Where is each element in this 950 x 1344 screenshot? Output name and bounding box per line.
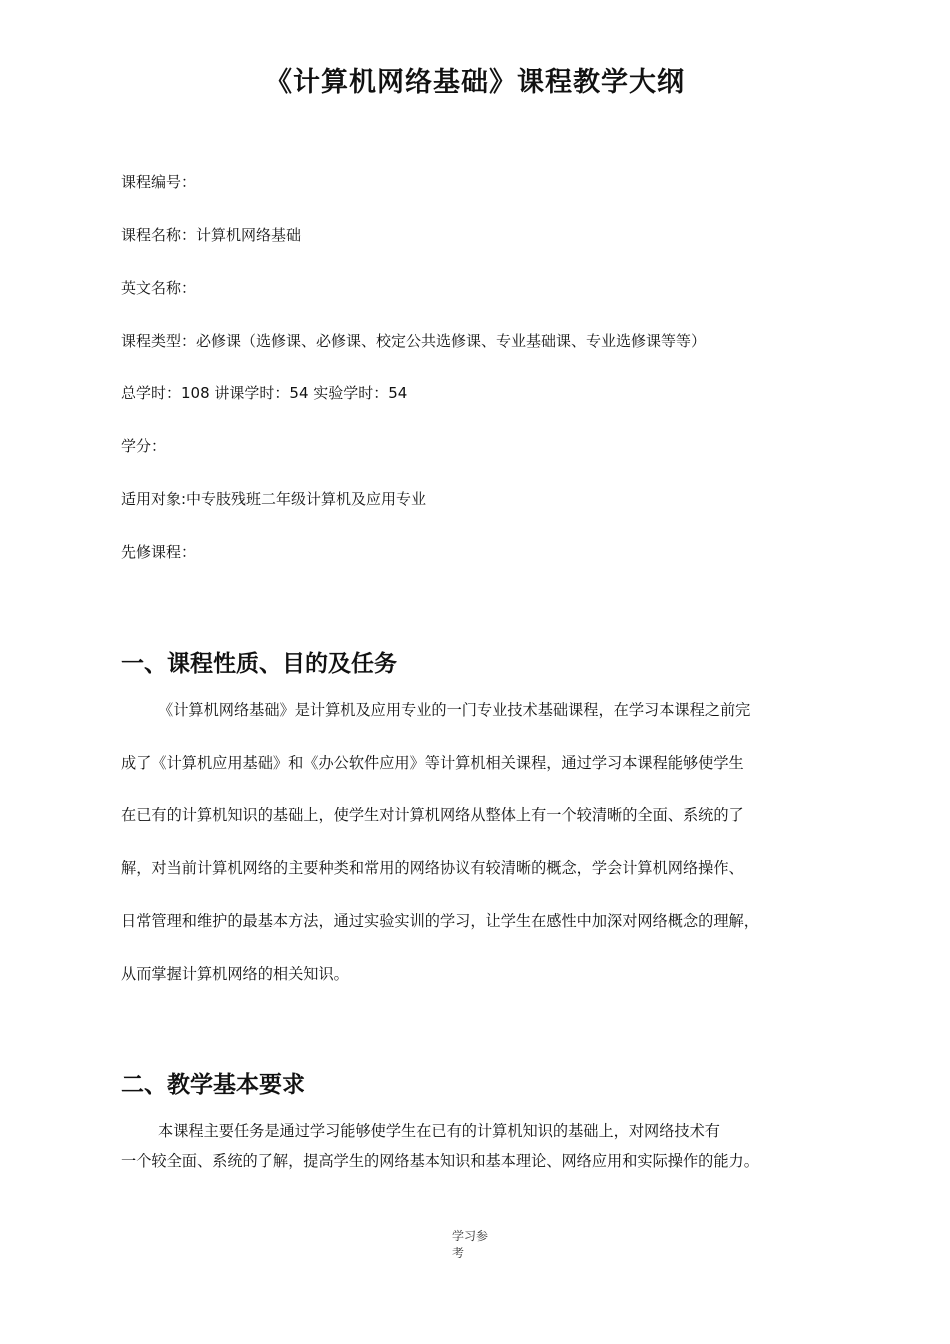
meta-course-name: 课程名称：计算机网络基础 — [121, 226, 302, 244]
section1-line: 成了《计算机应用基础》和《办公软件应用》等计算机相关课程，通过学习本课程能够使学生 — [121, 754, 744, 772]
meta-course-code: 课程编号： — [121, 173, 197, 191]
section1-line: 《计算机网络基础》是计算机及应用专业的一门专业技术基础课程，在学习本课程之前完 — [158, 701, 751, 719]
meta-target-audience: 适用对象:中专肢残班二年级计算机及应用专业 — [121, 490, 427, 508]
section1-line: 从而掌握计算机网络的相关知识。 — [121, 965, 349, 983]
meta-english-name: 英文名称： — [121, 279, 197, 297]
section2-line: 一个较全面、系统的了解，提高学生的网络基本知识和基本理论、网络应用和实际操作的能力。 — [121, 1152, 759, 1170]
section2-heading: 二、教学基本要求 — [121, 1072, 305, 1098]
meta-prerequisites: 先修课程： — [121, 543, 197, 561]
footer-line: 考 — [452, 1246, 465, 1260]
section1-heading: 一、课程性质、目的及任务 — [121, 651, 397, 677]
meta-total-hours: 总学时：108 讲课学时：54 实验学时：54 — [121, 384, 408, 402]
meta-credits: 学分： — [121, 437, 167, 455]
page-footer — [452, 1228, 502, 1262]
meta-course-type: 课程类型：必修课（选修课、必修课、校定公共选修课、专业基础课、专业选修课等等） — [121, 332, 707, 350]
section1-line: 解，对当前计算机网络的主要种类和常用的网络协议有较清晰的概念，学会计算机网络操作、 — [121, 859, 744, 877]
section1-line: 日常管理和维护的最基本方法，通过实验实训的学习，让学生在感性中加深对网络概念的理解， — [121, 912, 759, 930]
section1-line: 在已有的计算机知识的基础上，使学生对计算机网络从整体上有一个较清晰的全面、系统的了 — [121, 806, 744, 824]
document-title: 《计算机网络基础》课程教学大纲 — [265, 67, 685, 98]
footer-line: 学习参 — [452, 1229, 489, 1243]
section2-line: 本课程主要任务是通过学习能够使学生在已有的计算机知识的基础上，对网络技术有 — [158, 1122, 720, 1140]
